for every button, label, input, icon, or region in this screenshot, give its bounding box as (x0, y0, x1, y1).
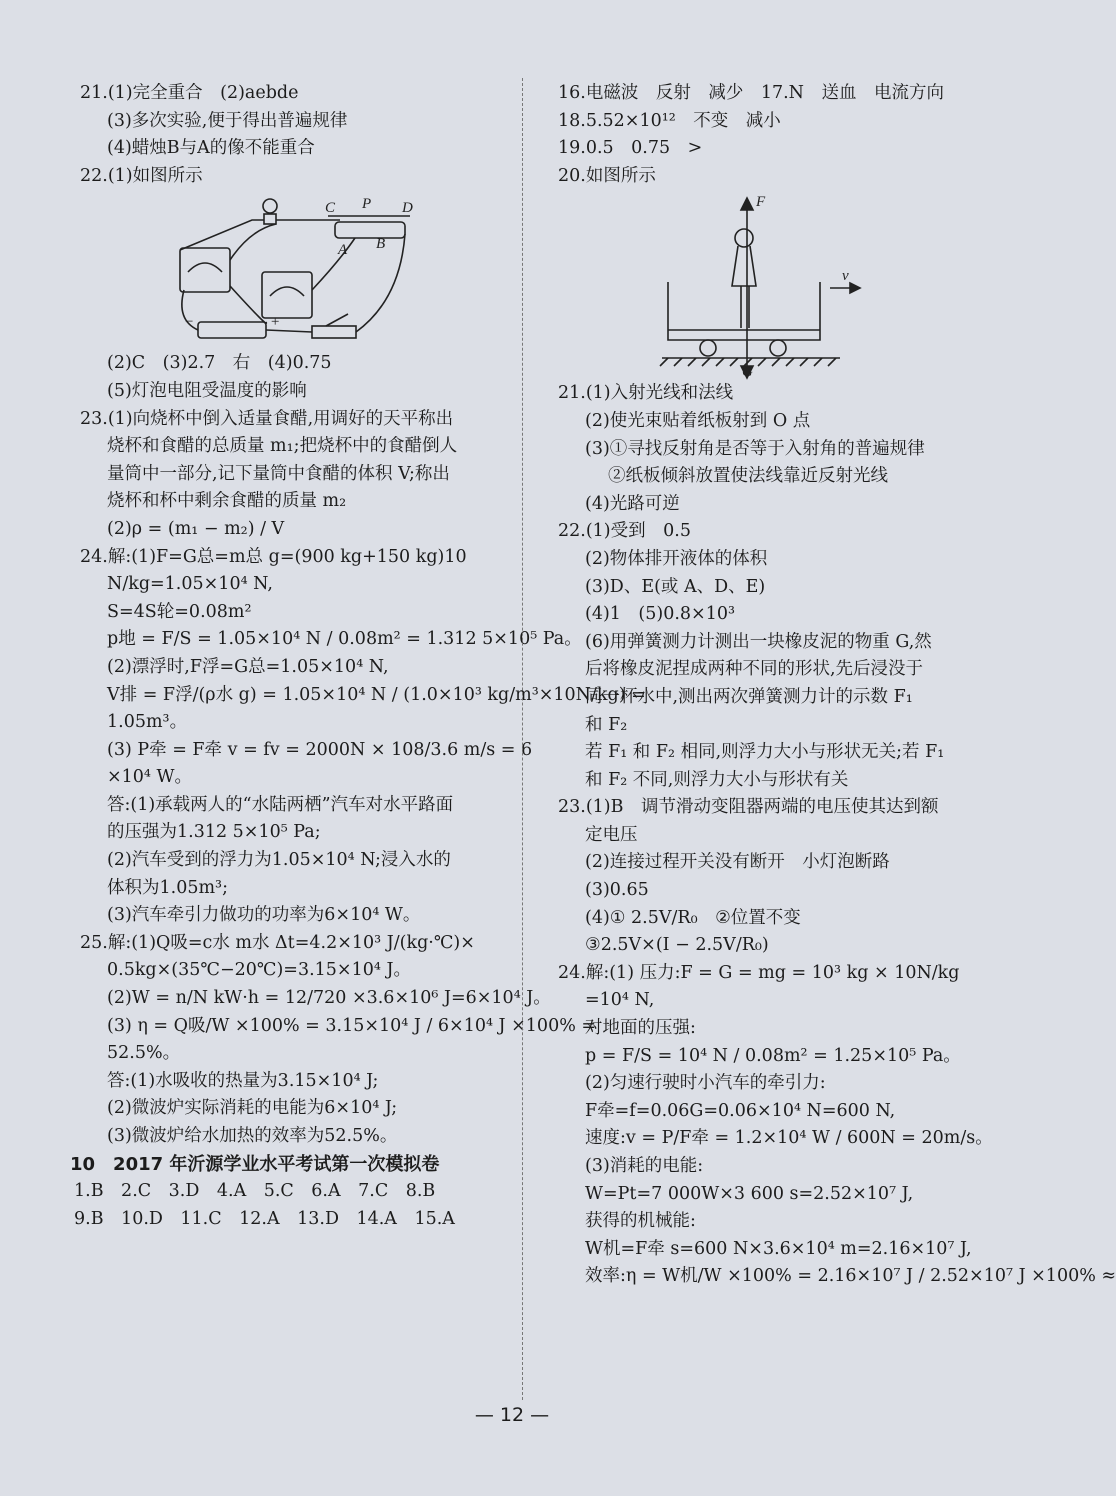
text-line: (3) P牵 = F牵 v = fv = 2000N × 108/3.6 m/s = 6 (107, 739, 533, 760)
text-line: =10⁴ N, (585, 990, 655, 1011)
text-line: (3)0.65 (585, 880, 649, 901)
text-line: 答:(1)承载两人的“水陆两栖”汽车对水平路面 (107, 794, 454, 815)
text-line: ×10⁴ W。 (107, 767, 192, 788)
text-line: S=4S轮=0.08m² (107, 601, 252, 622)
text-line: (3)微波炉给水加热的效率为52.5%。 (107, 1126, 398, 1146)
label-c: C (325, 200, 336, 217)
label-p: P (362, 196, 372, 213)
text-line: (2)微波炉实际消耗的电能为6×10⁴ J; (107, 1098, 398, 1119)
text-line: 烧杯和食醋的总质量 m₁;把烧杯中的食醋倒人 (107, 436, 458, 457)
text-line: 22.(1)如图所示 (80, 165, 203, 186)
text-line: (2)ρ = (m₁ − m₂) / V (107, 518, 285, 539)
text-line: 16.电磁波 反射 减少 17.N 送血 电流方向 (558, 83, 944, 103)
label-f: F (756, 194, 766, 211)
text-line: (2)C (3)2.7 右 (4)0.75 (107, 353, 332, 374)
text-line: 和 F₂ 不同,则浮力大小与形状有关 (585, 769, 849, 790)
text-line: (2)使光束贴着纸板射到 O 点 (585, 410, 811, 431)
text-line: (5)灯泡电阻受温度的影响 (107, 380, 307, 401)
text-line: 18.5.52×10¹² 不变 减小 (558, 110, 781, 131)
text-line: ②纸板倾斜放置使法线靠近反射光线 (608, 466, 888, 487)
text-line: W=Pt=7 000W×3 600 s=2.52×10⁷ J, (585, 1183, 914, 1204)
text-line: (4)光路可逆 (585, 493, 680, 514)
text-line: (3)多次实验,便于得出普遍规律 (107, 110, 348, 131)
text-line: 对地面的压强: (585, 1018, 696, 1039)
choice-answers-row: 1.B 2.C 3.D 4.A 5.C 6.A 7.C 8.B (74, 1181, 436, 1202)
page-number: — 12 — (474, 1404, 550, 1426)
text-line: 20.如图所示 (558, 165, 656, 186)
text-line: (4)蜡烛B与A的像不能重合 (107, 138, 315, 159)
force-diagram (558, 190, 970, 380)
text-line: 同一杯水中,测出两次弹簧测力计的示数 F₁ (585, 686, 913, 707)
text-line: W机=F牵 s=600 N×3.6×10⁴ m=2.16×10⁷ J, (585, 1238, 972, 1259)
text-line: 23.(1)B 调节滑动变阻器两端的电压使其达到额 (558, 797, 939, 818)
text-line: (3)汽车牵引力做功的功率为6×10⁴ W。 (107, 905, 421, 926)
text-line: p地 = F/S = 1.05×10⁴ N / 0.08m² = 1.312 5×10⁵ Pa。 (107, 629, 582, 650)
text-line: 0.5kg×(35℃−20℃)=3.15×10⁴ J。 (107, 960, 411, 981)
label-b: B (376, 236, 386, 253)
text-line: 体积为1.05m³; (107, 877, 228, 898)
text-line: 获得的机械能: (585, 1211, 696, 1232)
text-line: (4)① 2.5V/R₀ ②位置不变 (585, 907, 801, 928)
text-line: 速度:v = P/F牵 = 1.2×10⁴ W / 600N = 20m/s。 (585, 1128, 993, 1149)
label-g: G (742, 364, 753, 381)
text-line: 21.(1)入射光线和法线 (558, 383, 734, 404)
text-line: 23.(1)向烧杯中倒入适量食醋,用调好的天平称出 (80, 408, 454, 429)
text-line: 量筒中一部分,记下量筒中食醋的体积 V;称出 (107, 463, 450, 484)
text-line: (3)①寻找反射角是否等于入射角的普遍规律 (585, 438, 925, 459)
column-divider (522, 78, 523, 1400)
text-line: (3) η = Q吸/W ×100% = 3.15×10⁴ J / 6×10⁴ J ×100% = (107, 1015, 597, 1036)
text-line: 效率:η = W机/W ×100% = 2.16×10⁷ J / 2.52×10⁷ J ×100% ≈ (585, 1266, 1116, 1287)
text-line: (2)匀速行驶时小汽车的牵引力: (585, 1073, 826, 1094)
text-line: 24.解:(1)F=G总=m总 g=(900 kg+150 kg)10 (80, 546, 467, 567)
text-line: 定电压 (585, 824, 638, 845)
text-line: ③2.5V×(I − 2.5V/R₀) (585, 935, 769, 956)
text-line: N/kg=1.05×10⁴ N, (107, 574, 273, 595)
text-line: (2)W = n/N kW·h = 12/720 ×3.6×10⁶ J=6×10⁴ J。 (107, 988, 551, 1009)
text-line: 答:(1)水吸收的热量为3.15×10⁴ J; (107, 1070, 379, 1091)
text-line: 的压强为1.312 5×10⁵ Pa; (107, 822, 321, 843)
text-line: 和 F₂ (585, 714, 628, 735)
text-line: 若 F₁ 和 F₂ 相同,则浮力大小与形状无关;若 F₁ (585, 742, 945, 763)
label-v: v (842, 268, 849, 285)
text-line: 22.(1)受到 0.5 (558, 521, 691, 542)
label-d: D (402, 200, 413, 217)
choice-answers-row: 9.B 10.D 11.C 12.A 13.D 14.A 15.A (74, 1208, 455, 1229)
text-line: 21.(1)完全重合 (2)aebde (80, 83, 299, 103)
text-line: (2)汽车受到的浮力为1.05×10⁴ N;浸入水的 (107, 850, 451, 871)
text-line: (2)连接过程开关没有断开 小灯泡断路 (585, 852, 890, 873)
circuit-diagram (80, 190, 500, 350)
label-minus: − (184, 314, 195, 331)
text-line: (2)漂浮时,F浮=G总=1.05×10⁴ N, (107, 656, 389, 677)
text-line: 25.解:(1)Q吸=c水 m水 Δt=4.2×10³ J/(kg·℃)× (80, 932, 475, 953)
text-line: 52.5%。 (107, 1043, 181, 1064)
text-line: V排 = F浮/(ρ水 g) = 1.05×10⁴ N / (1.0×10³ kg/m³×10N/kg) = (107, 684, 646, 705)
text-line: 19.0.5 0.75 > (558, 138, 703, 159)
text-line: (6)用弹簧测力计测出一块橡皮泥的物重 G,然 (585, 631, 932, 652)
text-line: (3)消耗的电能: (585, 1156, 704, 1176)
text-line: 1.05m³。 (107, 712, 188, 733)
label-plus: + (270, 314, 281, 331)
text-line: (3)D、E(或 A、D、E) (585, 576, 766, 597)
label-a: A (338, 242, 348, 259)
text-line: F牵=f=0.06G=0.06×10⁴ N=600 N, (585, 1100, 896, 1121)
text-line: p = F/S = 10⁴ N / 0.08m² = 1.25×10⁵ Pa。 (585, 1045, 961, 1066)
text-line: 24.解:(1) 压力:F = G = mg = 10³ kg × 10N/kg (558, 962, 960, 983)
section-title: 10 2017 年沂源学业水平考试第一次模拟卷 (70, 1153, 440, 1175)
text-line: 烧杯和杯中剩余食醋的质量 m₂ (107, 491, 347, 512)
text-line: (2)物体排开液体的体积 (585, 548, 768, 569)
text-line: (4)1 (5)0.8×10³ (585, 604, 735, 625)
text-line: 后将橡皮泥捏成两种不同的形状,先后浸没于 (585, 659, 924, 680)
right-column (558, 80, 1116, 1291)
